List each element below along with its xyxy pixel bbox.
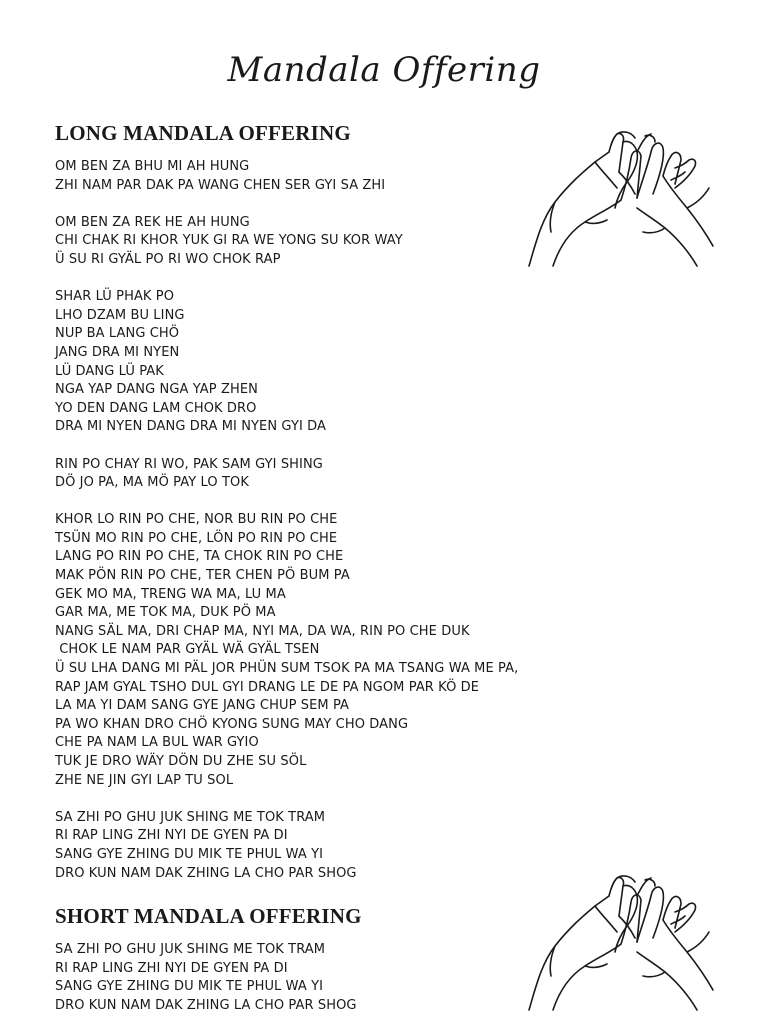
verse-line: SHAR LÜ PHAK PO <box>55 289 175 305</box>
verse-line: OM BEN ZA REK HE AH HUNG <box>55 214 250 230</box>
mandala-mudra-hands-illustration <box>525 128 717 270</box>
verse-line: CHI CHAK RI KHOR YUK GI RA WE YONG SU KOR WAY <box>55 233 403 249</box>
verse-line: PA WO KHAN DRO CHÖ KYONG SUNG MAY CHO DANG <box>55 716 409 732</box>
verse-line: SA ZHI PO GHU JUK SHING ME TOK TRAM <box>55 809 326 825</box>
verse-line: NGA YAP DANG NGA YAP ZHEN <box>55 382 258 398</box>
stanza-3 <box>55 288 518 437</box>
verse-line: CHOK LE NAM PAR GYÄL WÄ GYÄL TSEN <box>55 642 320 658</box>
verse-line: RI RAP LING ZHI NYI DE GYEN PA DI <box>55 828 288 844</box>
verse-line: TUK JE DRO WÄY DÖN DU ZHE SU SÖL <box>55 754 307 769</box>
verse-line: OM BEN ZA BHU MI AH HUNG <box>55 159 250 174</box>
verse-line: DRO KUN NAM DAK ZHING LA CHO PAR SHOG <box>55 865 357 881</box>
short-offering-text <box>55 941 357 1015</box>
verse-line: SANG GYE ZHING DU MIK TE PHUL WA YI <box>55 846 324 862</box>
verse-line: DÖ JO PA, MA MÖ PAY LO TOK <box>55 475 249 491</box>
long-offering-text <box>55 158 518 883</box>
verse-line: GAR MA, ME TOK MA, DUK PÖ MA <box>55 605 276 621</box>
stanza-5 <box>55 511 518 790</box>
verse-line: NUP BA LANG CHÖ <box>55 326 180 342</box>
verse-line: LÜ DANG LÜ PAK <box>55 363 164 379</box>
long-offering-heading: LONG MANDALA OFFERING <box>55 121 351 145</box>
verse-line: RIN PO CHAY RI WO, PAK SAM GYI SHING <box>55 456 323 472</box>
verse-line: CHE PA NAM LA BUL WAR GYIO <box>55 735 259 751</box>
verse-line: JANG DRA MI NYEN <box>55 344 180 360</box>
verse-line: KHOR LO RIN PO CHE, NOR BU RIN PO CHE <box>55 512 338 528</box>
stanza-2 <box>55 214 518 270</box>
verse-line: LHO DZAM BU LING <box>55 307 185 323</box>
verse-line: NANG SÄL MA, DRI CHAP MA, NYI MA, DA WA, RIN PO CHE DUK <box>55 623 470 639</box>
verse-line: LANG PO RIN PO CHE, TA CHOK RIN PO CHE <box>55 549 344 565</box>
verse-line: GEK MO MA, TRENG WA MA, LU MA <box>55 586 286 602</box>
stanza-4 <box>55 456 518 493</box>
verse-line: Ü SU LHA DANG MI PÄL JOR PHÜN SUM TSOK PA MA TSANG WA ME PA, <box>55 661 519 677</box>
mandala-mudra-hands-illustration-2 <box>525 872 717 1014</box>
verse-line: TSÜN MO RIN PO CHE, LÖN PO RIN PO CHE <box>55 530 338 546</box>
stanza-6 <box>55 809 518 883</box>
verse-line: SA ZHI PO GHU JUK SHING ME TOK TRAM <box>55 942 326 957</box>
page-title: Mandala Offering <box>227 50 541 90</box>
verse-line: Ü SU RI GYÄL PO RI WO CHOK RAP <box>55 251 281 267</box>
verse-line: MAK PÖN RIN PO CHE, TER CHEN PÖ BUM PA <box>55 568 350 584</box>
verse-line: ZHE NE JIN GYI LAP TU SOL <box>55 772 234 788</box>
verse-line: SANG GYE ZHING DU MIK TE PHUL WA YI <box>55 979 324 995</box>
verse-line: RI RAP LING ZHI NYI DE GYEN PA DI <box>55 960 288 976</box>
short-offering-heading: SHORT MANDALA OFFERING <box>55 904 362 928</box>
verse-line: RAP JAM GYAL TSHO DUL GYI DRANG LE DE PA NGOM PAR KÖ DE <box>55 679 480 695</box>
verse-line: LA MA YI DAM SANG GYE JANG CHUP SEM PA <box>55 698 350 714</box>
verse-line: DRO KUN NAM DAK ZHING LA CHO PAR SHOG <box>55 997 357 1013</box>
short-stanza <box>55 941 357 1015</box>
stanza-1 <box>55 158 518 195</box>
verse-line: ZHI NAM PAR DAK PA WANG CHEN SER GYI SA ZHI <box>55 177 386 193</box>
verse-line: YO DEN DANG LAM CHOK DRO <box>55 400 257 416</box>
verse-line: DRA MI NYEN DANG DRA MI NYEN GYI DA <box>55 419 327 435</box>
